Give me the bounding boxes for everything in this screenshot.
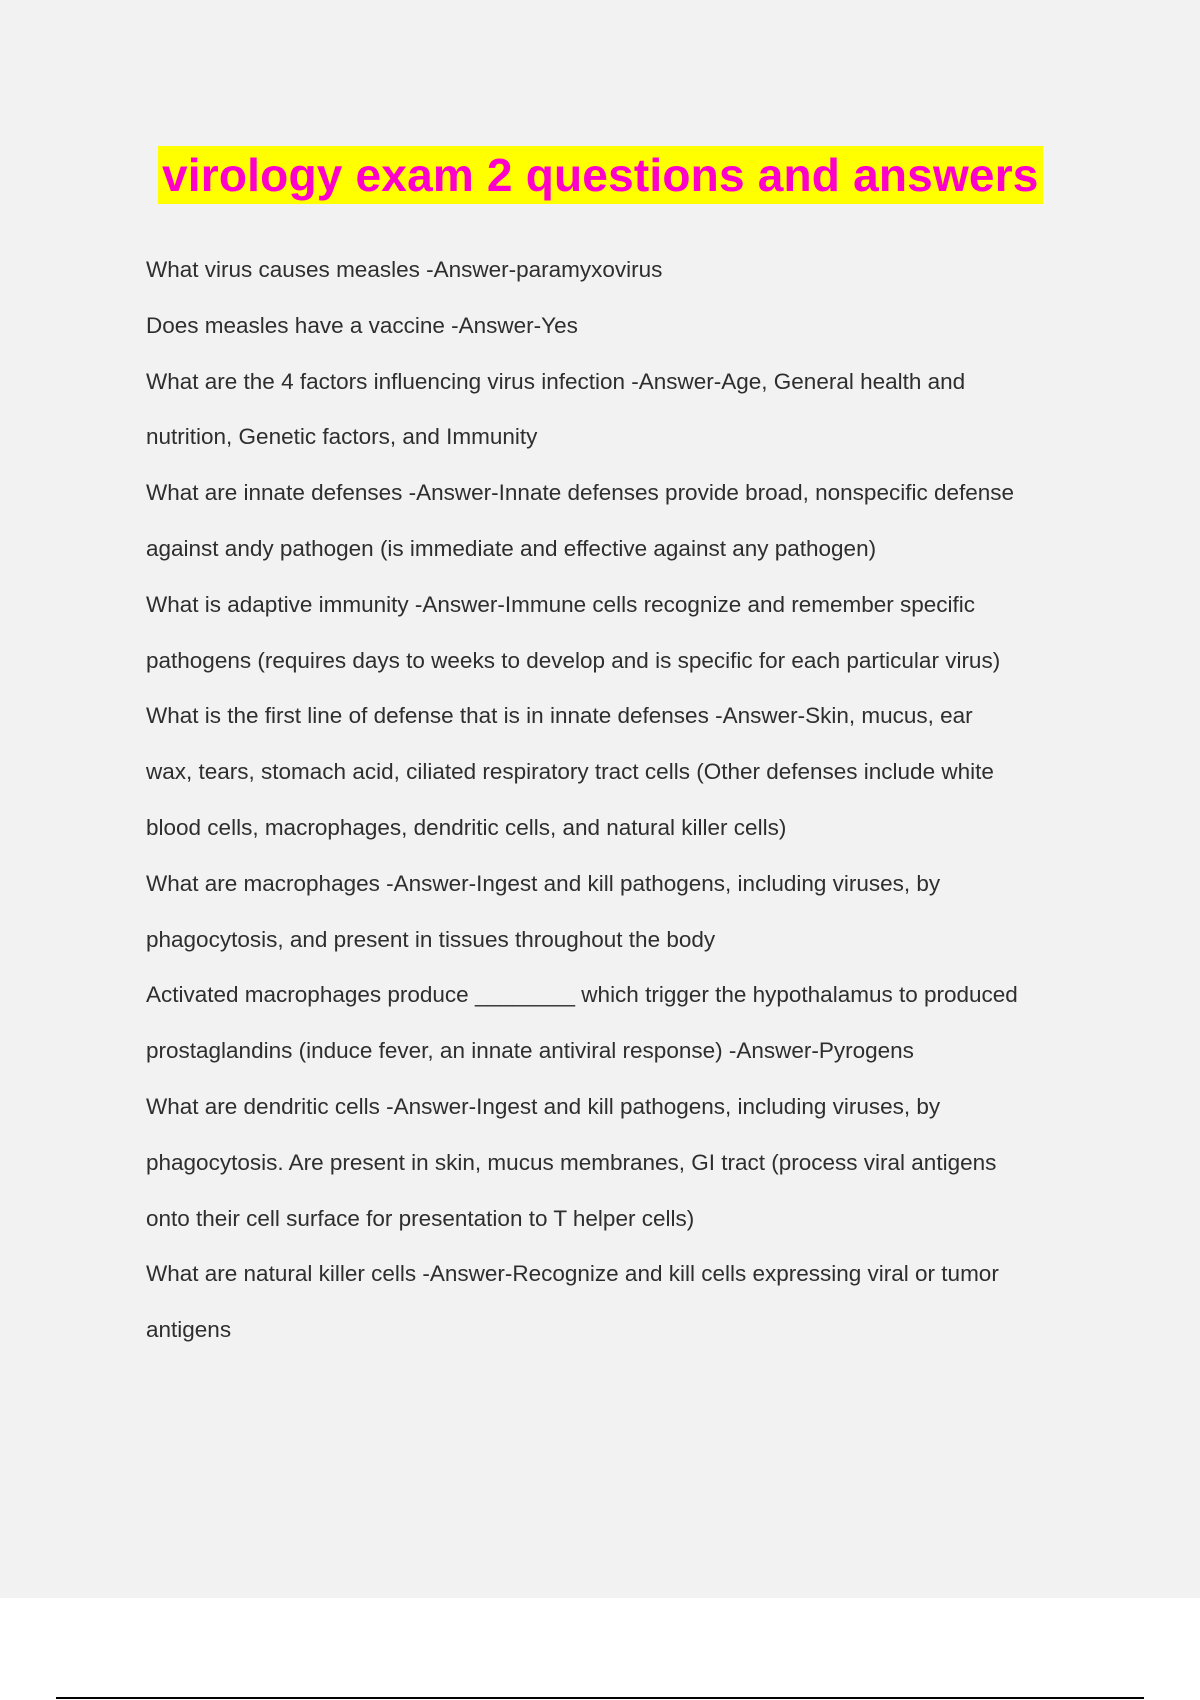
text-line: What are natural killer cells -Answer-Recognize and kill cells expressing viral or tumor [146, 1261, 999, 1287]
qa-content [146, 252, 1086, 1368]
text-line: Activated macrophages produce ________ which trigger the hypothalamus to produced [146, 982, 1018, 1008]
text-line: nutrition, Genetic factors, and Immunity [146, 424, 538, 450]
text-line: onto their cell surface for presentation to T helper cells) [146, 1205, 695, 1231]
text-line: prostaglandins (induce fever, an innate antiviral response) -Answer-Pyrogens [146, 1038, 914, 1064]
text-line: against andy pathogen (is immediate and effective against any pathogen) [146, 535, 877, 561]
page-title: virology exam 2 questions and answers [162, 149, 1039, 201]
text-line: What are dendritic cells -Answer-Ingest and kill pathogens, including viruses, by [146, 1093, 941, 1119]
text-line: Does measles have a vaccine -Answer-Yes [146, 312, 578, 338]
text-line: What are the 4 factors influencing virus infection -Answer-Age, General health and [146, 368, 966, 394]
text-line: pathogens (requires days to weeks to develop and is specific for each particular virus) [146, 647, 1001, 673]
text-line: What virus causes measles -Answer-paramyxovirus [146, 257, 663, 282]
text-line: wax, tears, stomach acid, ciliated respiratory tract cells (Other defenses include white [146, 759, 994, 785]
text-line: antigens [146, 1317, 232, 1343]
text-line: What are macrophages -Answer-Ingest and kill pathogens, including viruses, by [146, 870, 941, 896]
footer-divider [56, 1697, 1144, 1699]
text-line: blood cells, macrophages, dendritic cells, and natural killer cells) [146, 814, 787, 840]
text-line: What are innate defenses -Answer-Innate defenses provide broad, nonspecific defense [146, 480, 1015, 506]
text-line: phagocytosis, and present in tissues throughout the body [146, 926, 716, 952]
text-line: What is the first line of defense that is in innate defenses -Answer-Skin, mucus, ear [146, 703, 973, 729]
text-line: What is adaptive immunity -Answer-Immune cells recognize and remember specific [146, 591, 976, 617]
title-highlight [158, 146, 1043, 204]
text-line: phagocytosis. Are present in skin, mucus membranes, GI tract (process viral antigens [146, 1149, 997, 1175]
